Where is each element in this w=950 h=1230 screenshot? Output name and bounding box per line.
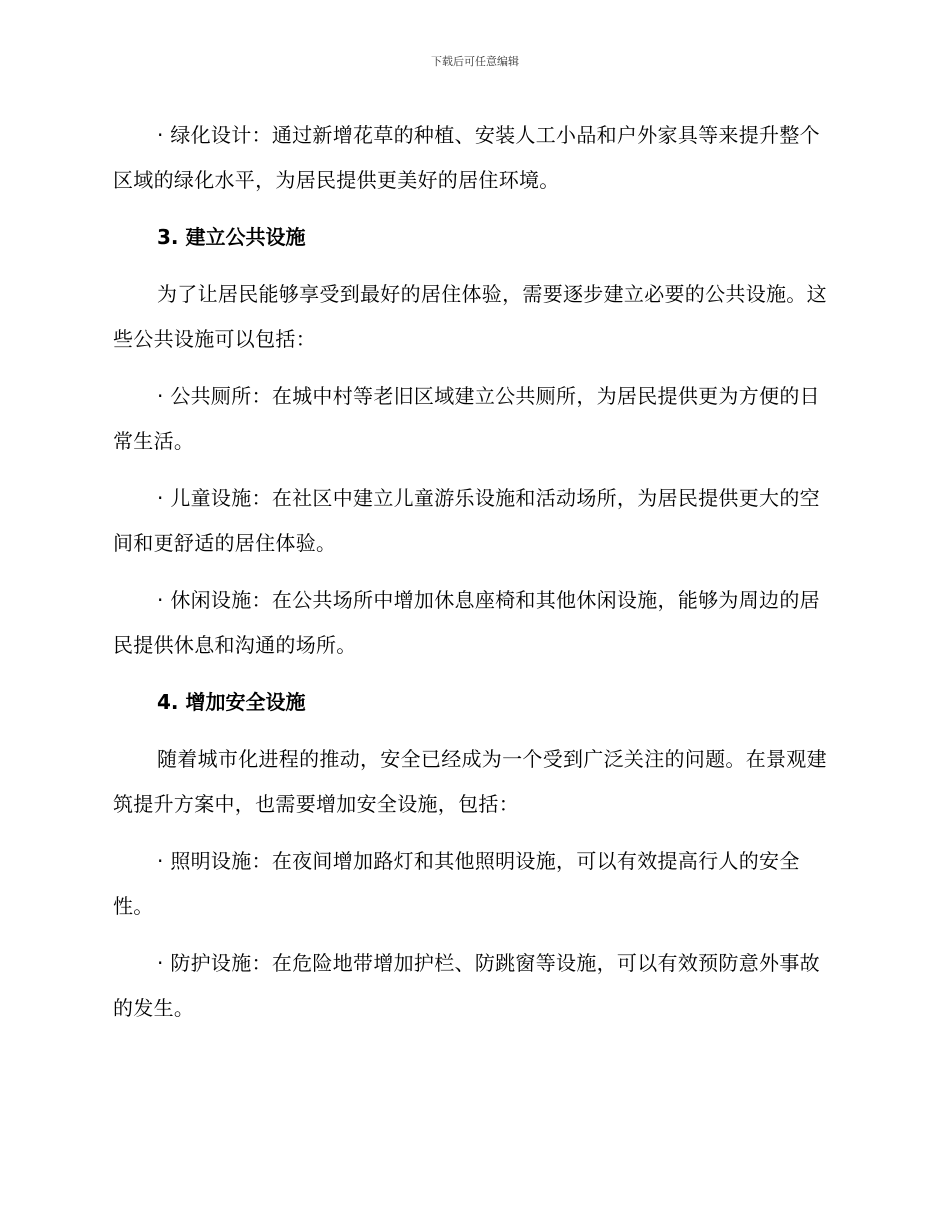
section-heading-public-facilities: 3. 建立公共设施 [157, 225, 306, 249]
paragraph-gap [113, 929, 833, 941]
document-body [113, 113, 833, 1031]
paragraph-public-toilets: · 公共厕所：在城中村等老旧区域建立公共厕所，为居民提供更为方便的日常生活。 [113, 384, 820, 453]
section-heading-safety-facilities: 4. 增加安全设施 [157, 690, 306, 714]
paragraph-gap [113, 725, 833, 737]
paragraph-gap [113, 260, 833, 272]
paragraph-greening-design: · 绿化设计：通过新增花草的种植、安装人工小品和户外家具等来提升整个区域的绿化水平，为居民提供更美好的居住环境。 [113, 123, 820, 192]
paragraph-safety-intro: 随着城市化进程的推动，安全已经成为一个受到广泛关注的问题。在景观建筑提升方案中，也需要增加安全设施，包括： [113, 747, 827, 816]
paragraph-gap [113, 203, 833, 215]
paragraph-protection-facilities: · 防护设施：在危险地带增加护栏、防跳窗等设施，可以有效预防意外事故的发生。 [113, 951, 820, 1020]
paragraph-children-facilities: · 儿童设施：在社区中建立儿童游乐设施和活动场所，为居民提供更大的空间和更舒适的居住体验。 [113, 486, 820, 555]
paragraph-gap [113, 362, 833, 374]
paragraph-gap [113, 464, 833, 476]
paragraph-gap [113, 566, 833, 578]
paragraph-lighting-facilities: · 照明设施：在夜间增加路灯和其他照明设施，可以有效提高行人的安全性。 [113, 849, 800, 918]
paragraph-leisure-facilities: · 休闲设施：在公共场所中增加休息座椅和其他休闲设施，能够为周边的居民提供休息和沟通的场所。 [113, 588, 820, 657]
paragraph-public-facilities-intro: 为了让居民能够享受到最好的居住体验，需要逐步建立必要的公共设施。这些公共设施可以包括： [113, 282, 827, 351]
header-note: 下载后可任意编辑 [431, 55, 519, 68]
paragraph-gap [113, 668, 833, 680]
paragraph-gap [113, 827, 833, 839]
